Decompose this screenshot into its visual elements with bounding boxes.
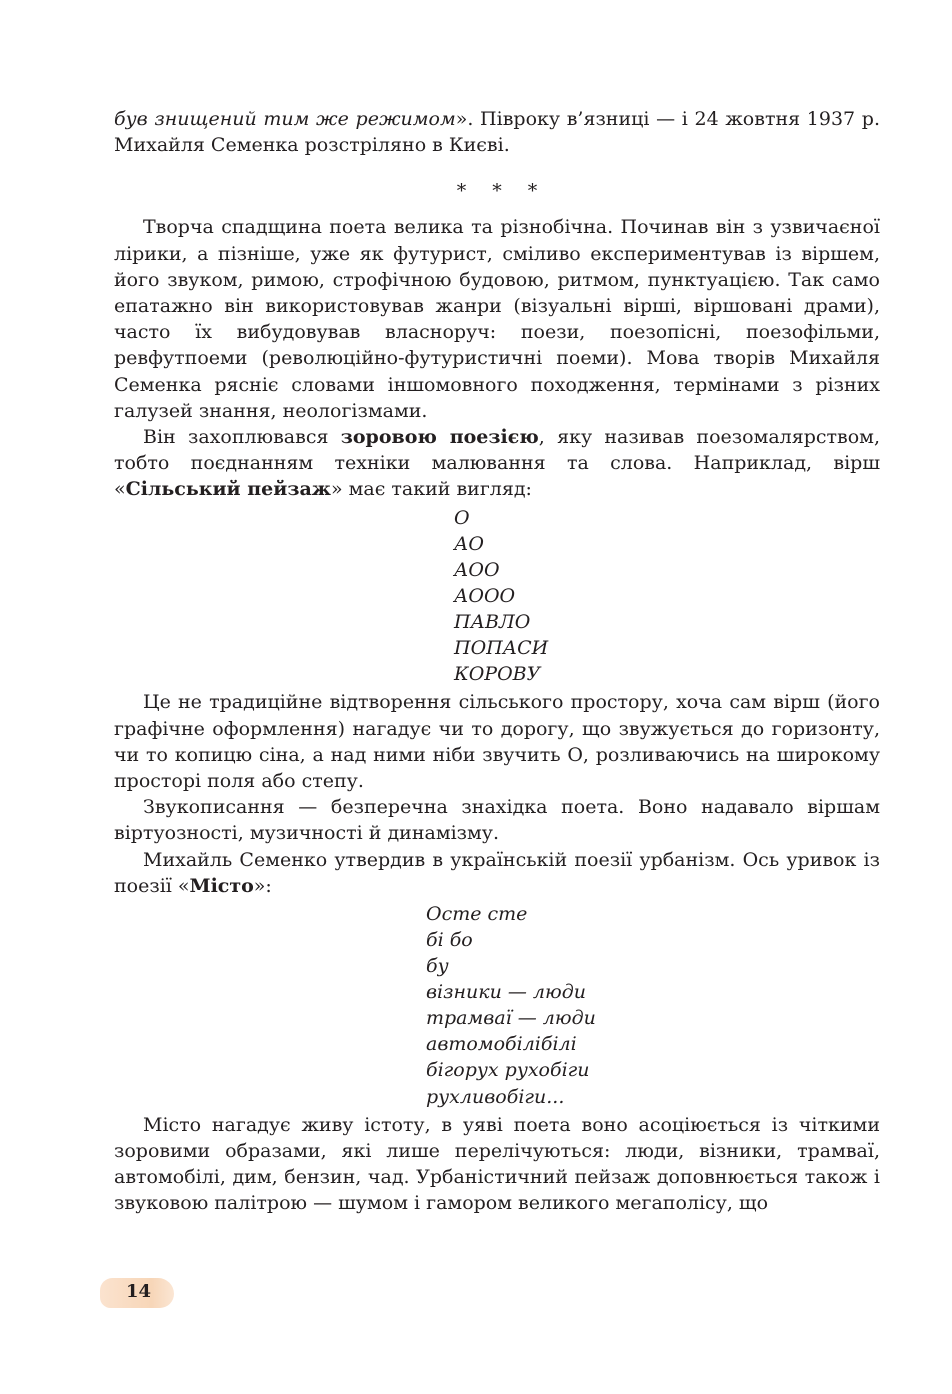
poem-line: АООО (454, 584, 516, 607)
poem-line: КОРОВУ (454, 663, 541, 686)
poem-line: О (454, 506, 470, 529)
paragraph-city-analysis: Місто нагадує живу істоту, в уяві поета воно асоціюється із чіткими зоровими образами, які лише перелічуються: люди, візники, трамваї, автомобілі, дим, бензин, чад. Урбаністичний пейзаж доповнюється також і звуковою палітрою — шумом і гамором великого мегаполісу, що (114, 1113, 880, 1215)
poem-line: рухливобіги... (426, 1085, 565, 1108)
paragraph-creative-heritage: Творча спадщина поета велика та різнобічна. Починав він з узвичаєної лірики, а пізніше, уже як футурист, сміливо експериментував із віршем, його звуком, римою, строфічною будовою, ритмом, пунктуацією. Так само епатажно він використовував жанри (візуальні вірші, віршовані драми), часто їх вибудовував власноруч: поези, поезопісні, поезофільми, ревфутпоеми (революційно-футуристичні поеми). Мова творів Михайля Семенка рясніє словами іншомовного походження, термінами з різних галузей знання, неологізмами. (114, 216, 880, 422)
poem-line: АОО (454, 558, 500, 581)
paragraph-text: Михайль Семенко утвердив в українській поезії урбанізм. Ось уривок із поезії « (114, 848, 880, 897)
poem-line: трамваї — люди (426, 1007, 596, 1030)
poem-line: АО (454, 532, 484, 555)
section-separator: * * * (456, 180, 548, 203)
poem-title-city: Місто (189, 874, 254, 897)
poem-line: Осте сте (426, 902, 528, 925)
poem-line: бігорух рухобіги (426, 1059, 590, 1082)
poem-line: ПОПАСИ (454, 637, 549, 660)
page-number: 14 (126, 1281, 152, 1302)
poem-rural-landscape (114, 505, 880, 688)
italic-quote: був знищений тим же режимом (114, 108, 456, 130)
paragraph-text: , яку називав поезомалярством, тобто поєднанням техніки малювання та слова. Наприклад, вірш « (114, 426, 880, 501)
poem-line: бі бо (426, 929, 473, 952)
term-visual-poetry: зоровою поезією (340, 426, 539, 449)
poem-city (114, 901, 880, 1110)
paragraph-visual-poetry (114, 424, 880, 503)
poem-title-rural-landscape: Сільський пейзаж (125, 478, 331, 501)
poem-line: бу (426, 955, 449, 978)
page-body (114, 106, 880, 1216)
paragraph-sound-writing: Звукописання — безперечна знахідка поета. Воно надавало віршам віртуозності, музичності й динамізму. (114, 796, 880, 845)
paragraph-rural-analysis: Це не традиційне відтворення сільського простору, хоча сам вірш (його графічне оформлення) нагадує чи то дорогу, що звужується до горизонту, чи то копицю сіна, а над ними ніби звучить О, розливаючись на широкому просторі поля або степу. (114, 691, 880, 792)
paragraph-text: »: (253, 874, 272, 897)
paragraph-continuation-text: ». Півроку в’язниці — і 24 жовтня 1937 р. Михайля Семенка розстріляно в Києві. (114, 108, 880, 157)
page-number-badge (100, 1278, 174, 1308)
paragraph-continuation (114, 106, 880, 158)
paragraph-text: Він захоплювався (143, 426, 341, 449)
poem-line: ПАВЛО (454, 611, 531, 634)
paragraph-text: » має такий вигляд: (330, 478, 532, 501)
poem-line: автомобілібілі (426, 1033, 577, 1056)
poem-line: візники — люди (426, 981, 587, 1004)
paragraph-urbanism (114, 847, 880, 899)
